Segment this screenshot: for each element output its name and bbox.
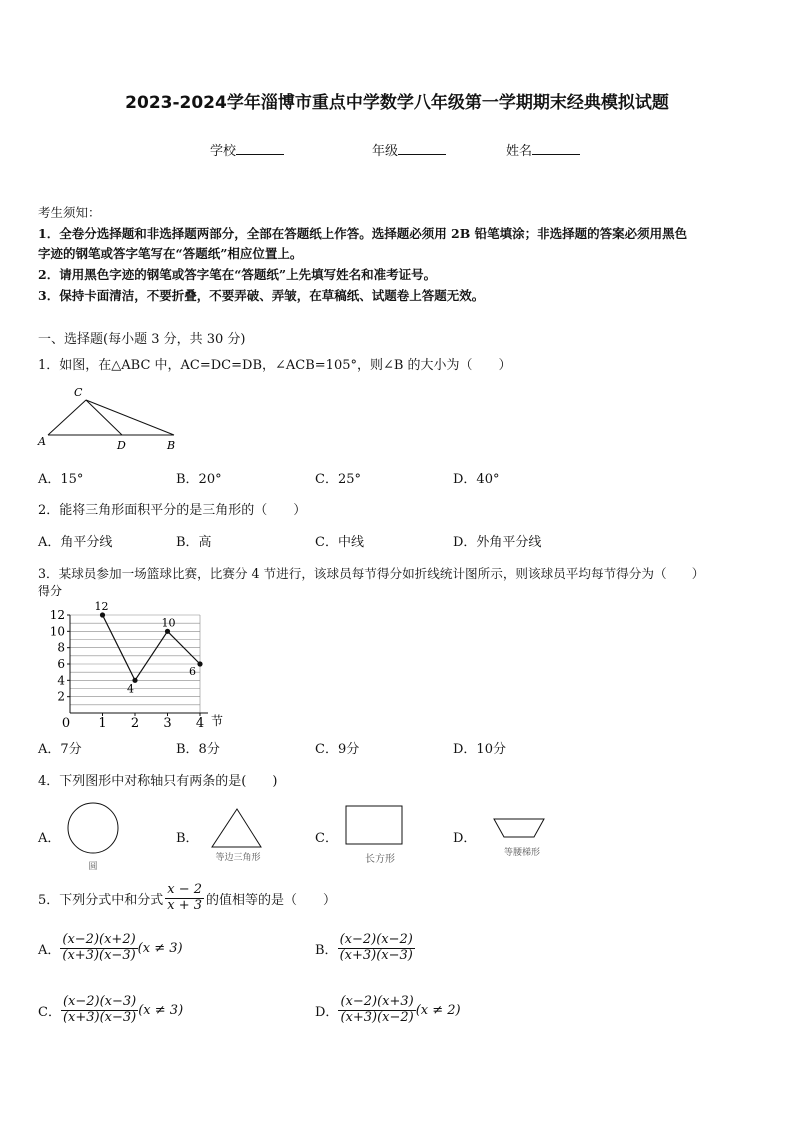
q4-option-a-caption: 圆 (88, 862, 98, 872)
data-point-4 (197, 661, 202, 666)
q5-option-b-denominator: (x+3)(x−3) (339, 947, 413, 963)
q5-option-c-letter: C． (38, 1004, 61, 1020)
question-1-figure (36, 383, 186, 453)
q4-option-d-caption: 等腰梯形 (503, 848, 541, 858)
q2-option-c[interactable]: C．中线 (315, 535, 364, 550)
q4-option-a-letter[interactable]: A． (38, 831, 61, 846)
section-heading: 一、选择题(每小题 3 分，共 30 分) (38, 332, 246, 347)
q1-option-a[interactable]: A．15° (38, 472, 84, 487)
q5-option-b-fraction (338, 933, 415, 964)
notice-item-1-line-2: 字迹的钢笔或答字笔写在“答题纸”相应位置上。 (38, 246, 303, 261)
q3-option-a[interactable]: A．7分 (38, 742, 82, 757)
q2-option-d[interactable]: D．外角平分线 (453, 535, 542, 550)
q4-option-d-letter[interactable]: D． (453, 831, 477, 846)
y-tick-label-12: 12 (49, 608, 65, 622)
page-title: 2023-2024学年淄博市重点中学数学八年级第一学期期末经典模拟试题 (125, 93, 669, 113)
segment-cd (86, 400, 122, 435)
question-4-text: 4．下列图形中对称轴只有两条的是( ) (38, 774, 278, 789)
question-5-text (38, 878, 336, 918)
data-label-4: 6 (189, 665, 196, 678)
label-d: D (117, 439, 126, 452)
q4-option-c-figure[interactable] (342, 804, 408, 866)
q5-option-c-denominator: (x+3)(x−3) (62, 1009, 137, 1025)
q5-option-a-letter: A． (38, 942, 61, 958)
q5-option-c[interactable] (38, 990, 183, 1030)
q5-option-b[interactable] (315, 928, 415, 968)
notice-heading: 考生须知： (38, 205, 101, 220)
school-label: 学校 (210, 144, 237, 159)
name-blank[interactable] (532, 142, 580, 155)
q5-option-a[interactable] (38, 928, 183, 968)
q5-option-d-letter: D． (315, 1004, 339, 1020)
q4-option-b-figure[interactable] (200, 806, 276, 864)
q5-option-a-numerator: (x−2)(x+2) (62, 931, 136, 947)
q5-text-before: 5．下列分式中和分式 (38, 892, 164, 908)
q4-option-a-figure[interactable] (66, 801, 126, 875)
q2-option-a[interactable]: A．角平分线 (38, 535, 113, 550)
x-tick-label-2: 2 (130, 716, 140, 730)
data-point-3 (165, 629, 170, 634)
isosceles-trapezoid-shape (494, 819, 544, 837)
q2-option-b[interactable]: B．高 (176, 535, 212, 550)
q5-fraction-denominator: x + 3 (167, 897, 203, 913)
data-label-1: 12 (94, 600, 109, 613)
x-tick-label-1: 1 (98, 716, 107, 730)
q5-option-d-condition: (x ≠ 2) (415, 1002, 461, 1018)
equilateral-triangle-shape (212, 809, 261, 847)
q4-option-b-letter[interactable]: B． (176, 831, 199, 846)
q5-option-c-numerator: (x−2)(x−3) (62, 993, 137, 1009)
data-label-3: 10 (161, 616, 176, 630)
q5-option-d[interactable] (315, 990, 461, 1030)
q5-option-c-condition: (x ≠ 3) (138, 1002, 184, 1018)
y-tick-label-4: 4 (57, 673, 65, 688)
q5-fraction-numerator: x − 2 (167, 881, 203, 897)
label-b: B (167, 439, 176, 452)
q1-option-b[interactable]: B．20° (176, 472, 222, 487)
q3-option-c[interactable]: C．9分 (315, 742, 360, 757)
data-label-2: 4 (127, 682, 134, 696)
q4-option-c-letter[interactable]: C． (315, 831, 338, 846)
segment-ac (48, 400, 86, 435)
x-tick-label-3: 3 (163, 716, 172, 730)
grade-field (372, 140, 446, 159)
q5-option-d-numerator: (x−2)(x+3) (340, 993, 414, 1009)
question-1-text: 1．如图，在△ABC 中，AC=DC=DB，∠ACB=105°，则∠B 的大小为（ ） (38, 358, 512, 373)
y-tick-label-6: 6 (57, 657, 65, 671)
question-3-text: 3．某球员参加一场篮球比赛，比赛分 4 节进行，该球员每节得分如折线统计图所示，则该球员平均每节得分为（ ） (38, 566, 705, 581)
q5-text-after: 的值相等的是（ ） (206, 892, 337, 908)
notice-item-3: 3．保持卡面清洁，不要折叠，不要弄破、弄皱，在草稿纸、试题卷上答题无效。 (38, 288, 485, 303)
grade-blank[interactable] (398, 142, 446, 155)
q5-option-d-fraction (338, 995, 415, 1026)
q5-fraction (165, 883, 204, 914)
q5-option-d-denominator: (x+3)(x−2) (340, 1009, 414, 1025)
chart-ylabel: 得分 (38, 584, 63, 598)
notice-item-1-line-1: 1．全卷分选择题和非选择题两部分，全部在答题纸上作答。选择题必须用 2B 铅笔填涂；非选择题的答案必须用黑色 (38, 226, 688, 241)
q3-option-d[interactable]: D．10分 (453, 742, 506, 757)
q5-option-b-letter: B． (315, 942, 338, 958)
rectangle-shape (346, 806, 402, 844)
q3-option-b[interactable]: B．8分 (176, 742, 220, 757)
chart-xlabel: 节 (211, 714, 224, 728)
x-tick-label-0: 0 (61, 716, 71, 730)
label-a: A (38, 435, 46, 448)
q5-option-a-fraction (60, 933, 137, 964)
q4-option-c-caption: 长方形 (365, 854, 395, 865)
question-2-text: 2．能将三角形面积平分的是三角形的（ ） (38, 503, 307, 518)
question-3-line-chart (36, 582, 236, 730)
segment-cb (86, 400, 174, 435)
circle-shape (68, 803, 118, 853)
school-field (210, 140, 284, 159)
grade-label: 年级 (372, 144, 399, 159)
q4-option-d-figure[interactable] (490, 816, 550, 860)
notice-item-2: 2．请用黑色字迹的钢笔或答字笔在“答题纸”上先填写姓名和准考证号。 (38, 267, 437, 282)
q1-option-d[interactable]: D．40° (453, 472, 500, 487)
y-tick-label-10: 10 (49, 624, 65, 639)
q1-option-c[interactable]: C．25° (315, 472, 361, 487)
q5-option-a-condition: (x ≠ 3) (137, 940, 183, 956)
label-c: C (74, 386, 83, 399)
y-tick-label-8: 8 (57, 640, 65, 655)
q5-option-b-numerator: (x−2)(x−2) (339, 931, 413, 947)
q5-option-a-denominator: (x+3)(x−3) (62, 947, 136, 963)
q5-option-c-fraction (61, 995, 138, 1026)
name-label: 姓名 (506, 144, 533, 159)
q4-option-b-caption: 等边三角形 (215, 853, 261, 863)
name-field (506, 140, 580, 159)
school-blank[interactable] (236, 142, 284, 155)
data-point-1 (100, 612, 105, 617)
y-tick-label-2: 2 (57, 689, 65, 704)
x-tick-label-4: 4 (195, 716, 205, 730)
